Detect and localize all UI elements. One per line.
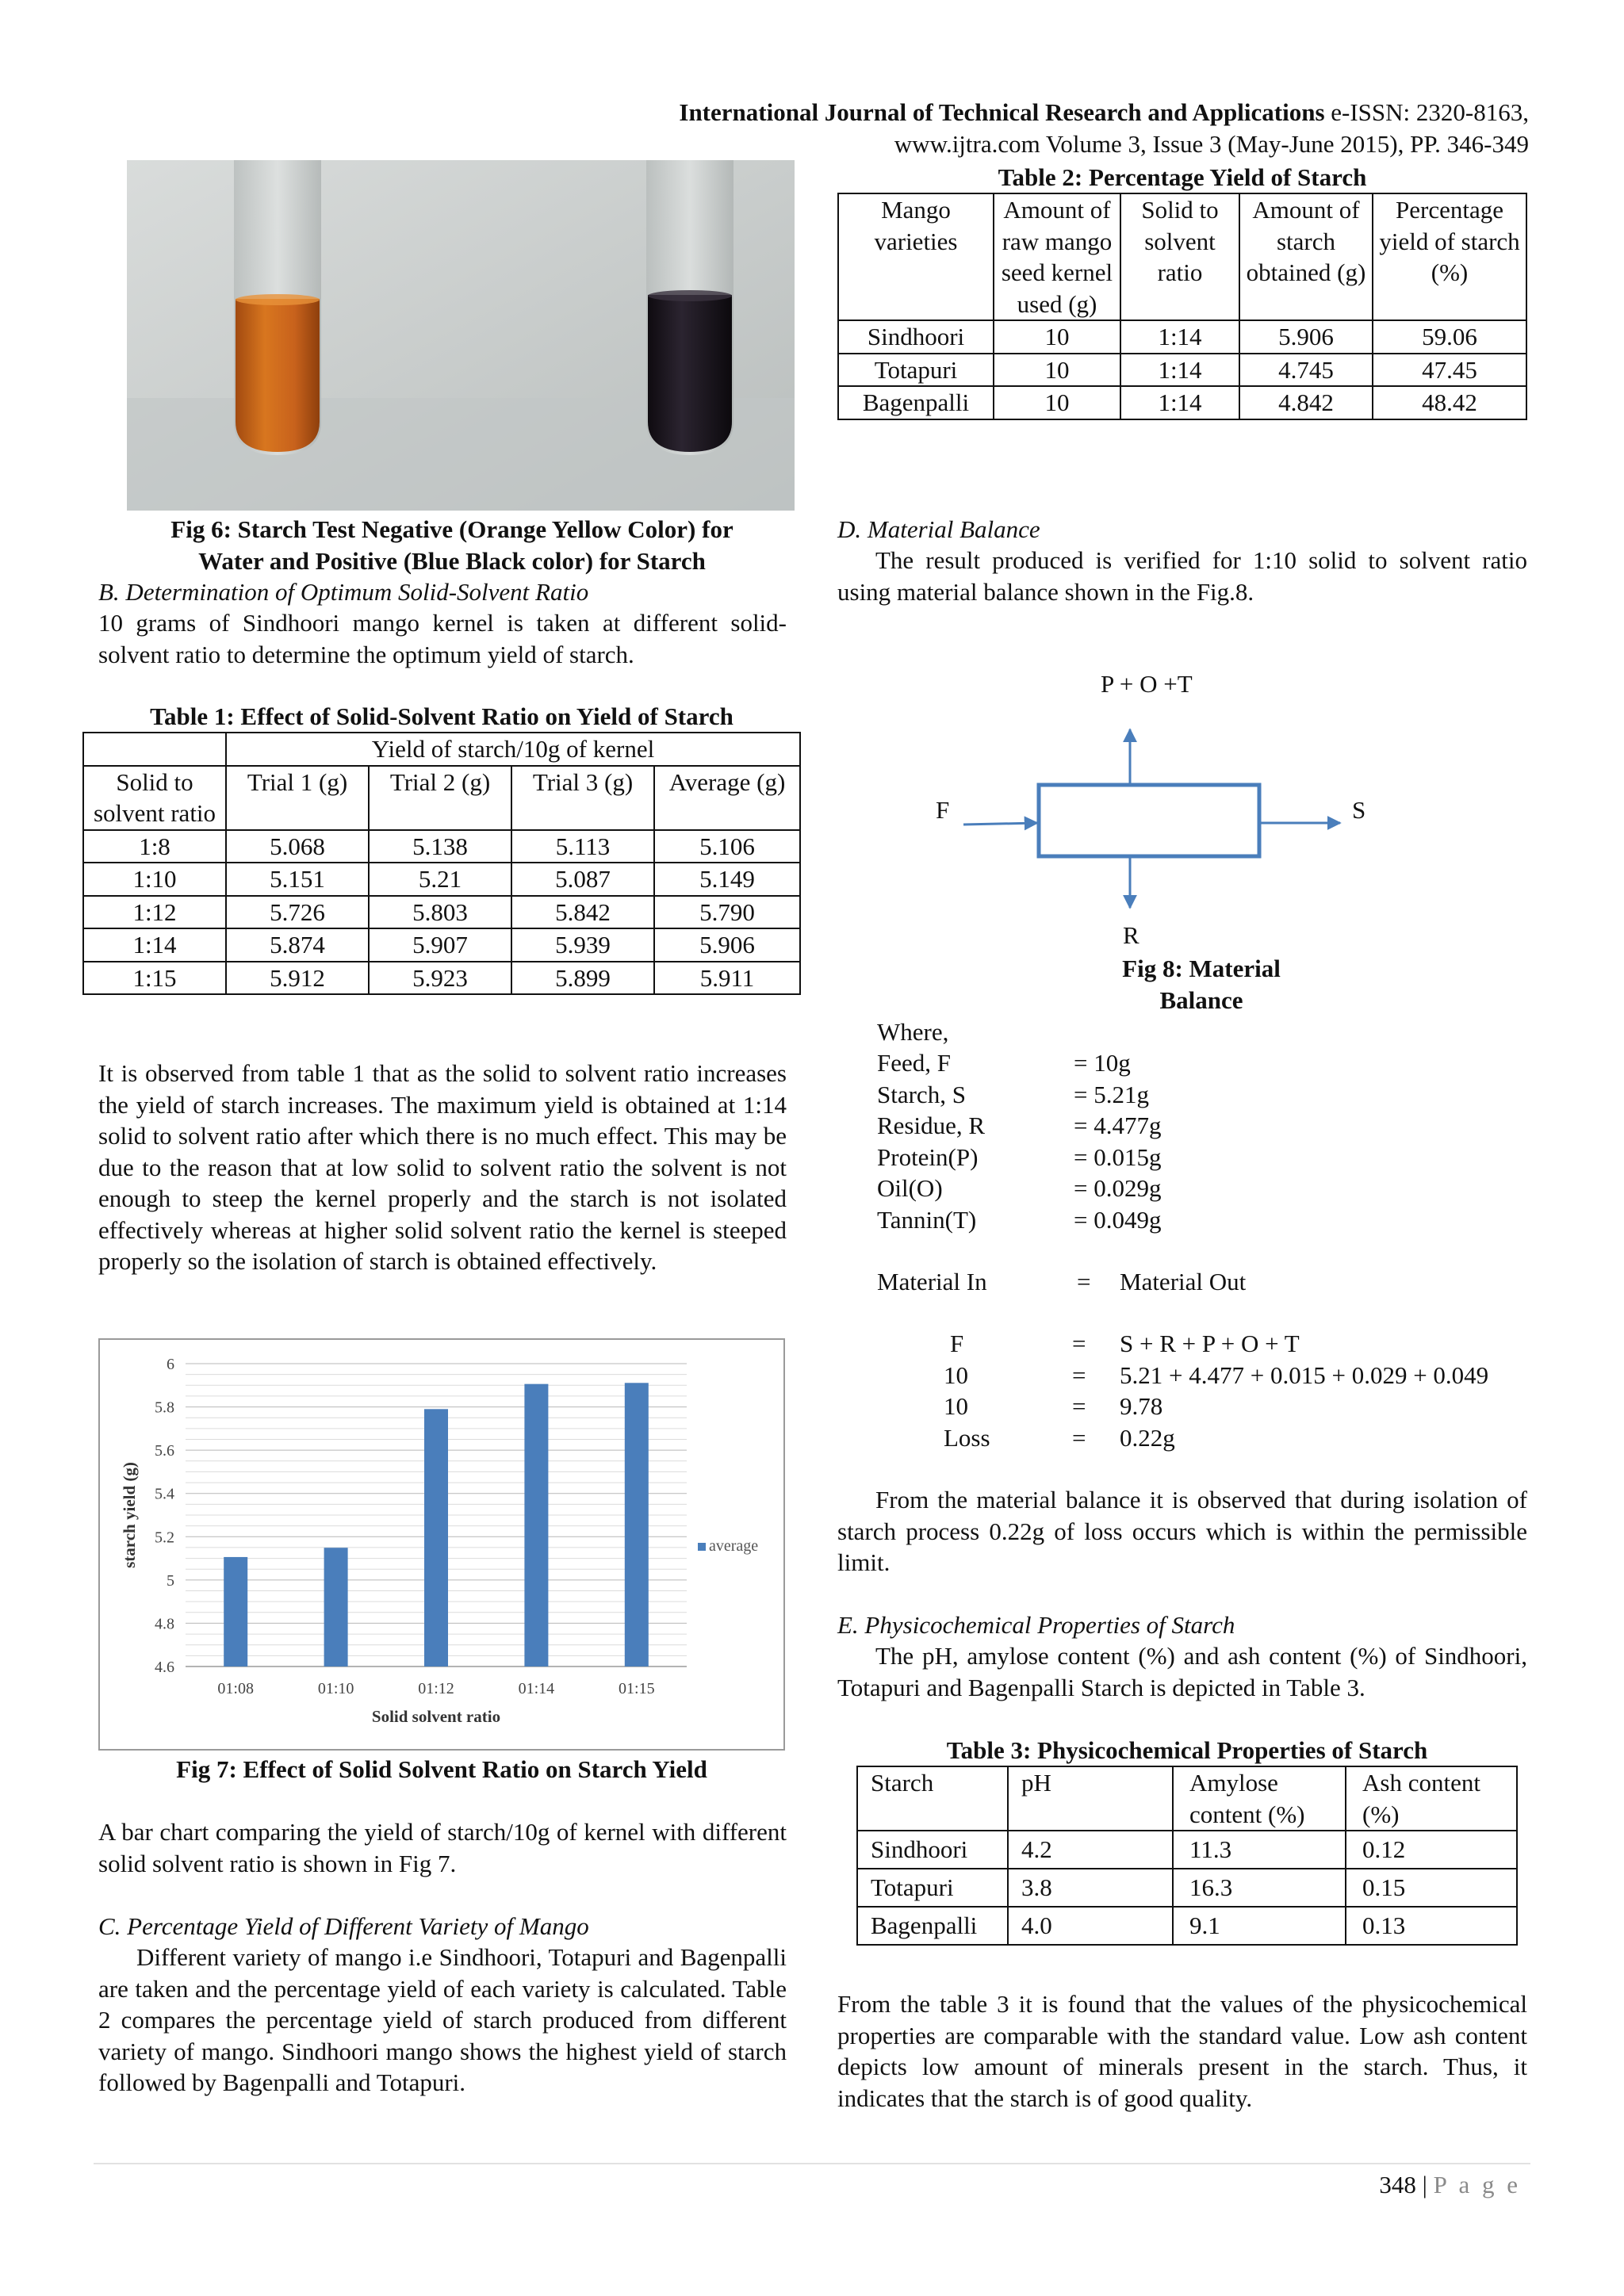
table-cell: 10	[994, 354, 1120, 387]
process-box	[1039, 785, 1259, 856]
table-cell: 5.911	[654, 962, 800, 995]
list-item	[877, 1173, 1274, 1204]
table-cell: 16.3	[1173, 1869, 1346, 1907]
test-tubes-image	[127, 160, 795, 511]
fig8-diagram	[920, 666, 1396, 951]
list-item	[877, 1422, 1527, 1454]
table-row	[838, 386, 1526, 419]
y-tick-label: 5.6	[155, 1442, 174, 1460]
table3	[856, 1766, 1518, 1946]
label-feed: F	[936, 796, 950, 824]
table1-group-header: Yield of starch/10g of kernel	[226, 733, 800, 766]
y-tick-label: 5.4	[155, 1485, 174, 1503]
table-row	[838, 354, 1526, 387]
material-balance-diagram	[920, 666, 1396, 951]
where-label: Protein(P)	[877, 1142, 979, 1171]
table-cell: Sindhoori	[838, 320, 994, 354]
where-value: = 0.049g	[1074, 1205, 1162, 1234]
table-cell: 5.907	[369, 928, 511, 962]
material-equation	[877, 1266, 1527, 1298]
table-cell: 9.1	[1173, 1907, 1346, 1945]
where-label: Residue, R	[877, 1112, 986, 1139]
table-cell: 1:14	[1120, 320, 1239, 354]
label-poT: P + O +T	[1101, 670, 1193, 698]
where-title: Where,	[877, 1018, 949, 1046]
table2-header-cell: Amount of raw mango seed kernel used (g)	[994, 193, 1120, 320]
fig6-photo	[127, 160, 795, 511]
where-value: = 10g	[1074, 1049, 1131, 1077]
table-cell: 10	[994, 386, 1120, 419]
table-cell: Sindhoori	[857, 1831, 1008, 1869]
balance-left: Loss	[944, 1423, 990, 1452]
journal-header-line1	[679, 97, 1529, 128]
table-cell: 5.912	[226, 962, 369, 995]
journal-issn: e-ISSN: 2320-8163,	[1324, 98, 1529, 126]
x-tick-label: 01:15	[619, 1680, 655, 1697]
table-cell: 4.2	[1008, 1831, 1173, 1869]
y-tick-label: 4.6	[155, 1659, 174, 1676]
table-cell: 1:14	[1120, 354, 1239, 387]
balance-left: 10	[944, 1360, 968, 1389]
where-label: Starch, S	[877, 1080, 966, 1108]
journal-name: International Journal of Technical Research and Applications	[679, 98, 1325, 126]
section-b-heading: B. Determination of Optimum Solid-Solvent Ratio	[98, 578, 589, 606]
table1-header-cell: Trial 3 (g)	[511, 766, 654, 830]
section-c-heading: C. Percentage Yield of Different Variety of Mango	[98, 1912, 589, 1940]
table-cell: 1:14	[1120, 386, 1239, 419]
table-cell: 5.899	[511, 962, 654, 995]
equals-sign: =	[1072, 1330, 1086, 1357]
table-cell: 3.8	[1008, 1869, 1173, 1907]
where-label: Tannin(T)	[877, 1205, 977, 1234]
table-cell: 5.923	[369, 962, 511, 995]
table3-header-cell: pH	[1008, 1766, 1173, 1831]
balance-left: 10	[944, 1392, 968, 1420]
y-tick-label: 6	[167, 1356, 174, 1373]
table-cell: 4.0	[1008, 1907, 1173, 1945]
where-value: = 0.029g	[1074, 1174, 1162, 1202]
table2-header-cell: Amount of starch obtained (g)	[1239, 193, 1373, 320]
table-row	[83, 962, 800, 995]
fig7-caption: Fig 7: Effect of Solid Solvent Ratio on Starch Yield	[176, 1755, 707, 1783]
paragraph-material-balance: From the material balance it is observed that during isolation of starch process 0.22g of loss occurs which is within the permissible limit.	[837, 1486, 1527, 1576]
table3-header-cell: Amylose content (%)	[1173, 1766, 1346, 1831]
equals-sign: =	[1072, 1360, 1086, 1389]
equals-sign: =	[1072, 1423, 1086, 1452]
fig6-caption: Fig 6: Starch Test Negative (Orange Yellow Color) for Water and Positive (Blue Black color) for Starch	[170, 515, 733, 575]
section-e-text: The pH, amylose content (%) and ash content (%) of Sindhoori, Totapuri and Bagenpalli Starch is depicted in Table 3.	[837, 1642, 1527, 1701]
table-cell: 11.3	[1173, 1831, 1346, 1869]
table-cell: 0.13	[1346, 1907, 1517, 1945]
table1-header-cell: Trial 1 (g)	[226, 766, 369, 830]
table2-title: Table 2: Percentage Yield of Starch	[998, 163, 1367, 191]
bar	[224, 1557, 247, 1667]
table2	[837, 193, 1527, 420]
list-item	[877, 1079, 1274, 1111]
table-cell: 5.138	[369, 830, 511, 863]
paragraph-bar-chart: A bar chart comparing the yield of starch/10g of kernel with different solid solvent ratio is shown in Fig 7.	[98, 1818, 787, 1877]
x-tick-label: 01:08	[217, 1680, 254, 1697]
section-d-text: The result produced is verified for 1:10 solid to solvent ratio using material balance shown in the Fig.8.	[837, 546, 1527, 606]
table-row	[83, 863, 800, 896]
where-value: = 0.015g	[1074, 1142, 1162, 1171]
list-item	[877, 1204, 1274, 1236]
table-cell: 1:12	[83, 896, 226, 929]
page-word: P a g e	[1433, 2171, 1521, 2198]
where-value: = 4.477g	[1074, 1112, 1162, 1139]
fig7-chart-frame	[98, 1338, 785, 1751]
table-cell: 5.113	[511, 830, 654, 863]
list-item	[877, 1110, 1274, 1142]
table-cell: 5.149	[654, 863, 800, 896]
y-tick-label: 5	[167, 1571, 174, 1590]
where-value: = 5.21g	[1074, 1080, 1149, 1108]
paragraph-observation: It is observed from table 1 that as the solid to solvent ratio increases the yield of starch increases. The maximum yield is obtained at 1:14 solid to solvent ratio after which there is no much effect. This may be due to the reason that at low solid to solvent ratio the solvent is not enough to steep the kernel properly and the starch is not isolated effectively whereas at higher solid solvent ratio the kernel is steeped properly so the isolation of starch is obtained effectively.	[98, 1059, 787, 1275]
table-row	[857, 1869, 1517, 1907]
arrow-feed	[963, 823, 1037, 825]
material-out-label: Material Out	[1120, 1268, 1247, 1295]
table-cell: Totapuri	[857, 1869, 1008, 1907]
table1	[82, 732, 801, 995]
y-tick-label: 5.8	[155, 1399, 174, 1417]
legend-swatch	[698, 1543, 706, 1551]
table-cell: 5.106	[654, 830, 800, 863]
table-cell: 5.874	[226, 928, 369, 962]
balance-right: 0.22g	[1120, 1423, 1175, 1452]
table-cell: 47.45	[1373, 354, 1526, 387]
table-cell: 5.726	[226, 896, 369, 929]
list-item	[877, 1047, 1274, 1079]
table-cell: 1:14	[83, 928, 226, 962]
where-label: Oil(O)	[877, 1174, 943, 1202]
table3-header-cell: Ash content (%)	[1346, 1766, 1517, 1831]
table1-header-cell: Solid to solvent ratio	[83, 766, 226, 830]
table-cell: Totapuri	[838, 354, 994, 387]
balance-right: S + R + P + O + T	[1120, 1330, 1300, 1357]
y-tick-label: 4.8	[155, 1615, 174, 1633]
table-row	[857, 1831, 1517, 1869]
table-cell: 5.906	[654, 928, 800, 962]
section-c-text: Different variety of mango i.e Sindhoori, Totapuri and Bagenpalli are taken and the percentage yield of each variety is calculated. Table 2 compares the percentage yield of starch produced from different variety of mango. Sindhoori mango shows the highest yield of starch followed by Bagenpalli and Totapuri.	[98, 1943, 787, 2096]
table-cell: 5.906	[1239, 320, 1373, 354]
label-starch: S	[1352, 796, 1366, 824]
y-tick-label: 5.2	[155, 1529, 174, 1547]
balance-left: F	[950, 1330, 964, 1357]
table-cell: 5.087	[511, 863, 654, 896]
table-row	[83, 896, 800, 929]
table-cell: 5.21	[369, 863, 511, 896]
table-cell: 1:8	[83, 830, 226, 863]
paragraph-conclusion: From the table 3 it is found that the values of the physicochemical properties are comparable with the standard value. Low ash content depicts low amount of minerals present in the starch. Thus, it indicates that the starch is of good quality.	[837, 1990, 1527, 2112]
section-d-heading: D. Material Balance	[837, 515, 1040, 543]
table-cell: 5.068	[226, 830, 369, 863]
table3-header-cell: Starch	[857, 1766, 1008, 1831]
orange-liquid	[236, 299, 320, 452]
table2-header-cell: Percentage yield of starch (%)	[1373, 193, 1526, 320]
legend-label: average	[709, 1537, 759, 1555]
x-tick-label: 01:10	[317, 1680, 354, 1697]
table-cell: 5.842	[511, 896, 654, 929]
table-cell: 5.151	[226, 863, 369, 896]
bar-chart	[100, 1340, 783, 1749]
table-cell: 59.06	[1373, 320, 1526, 354]
table1-header-cell: Average (g)	[654, 766, 800, 830]
table-cell: 1:10	[83, 863, 226, 896]
table-cell: Bagenpalli	[838, 386, 994, 419]
page-number: 348	[1379, 2171, 1416, 2198]
footer-divider	[94, 2163, 1530, 2164]
section-e-heading: E. Physicochemical Properties of Starch	[837, 1611, 1235, 1639]
x-axis-label: Solid solvent ratio	[371, 1707, 501, 1726]
section-b-text: 10 grams of Sindhoori mango kernel is taken at different solid-solvent ratio to determine the optimum yield of starch.	[98, 609, 787, 668]
table1-header-cell: Trial 2 (g)	[369, 766, 511, 830]
table-cell: 0.12	[1346, 1831, 1517, 1869]
table-cell: Bagenpalli	[857, 1907, 1008, 1945]
label-residue: R	[1123, 921, 1139, 949]
table-cell: 4.842	[1239, 386, 1373, 419]
table-row	[857, 1907, 1517, 1945]
table-cell: 0.15	[1346, 1869, 1517, 1907]
where-list	[877, 1047, 1274, 1235]
blue-black-liquid	[648, 295, 732, 452]
table2-header-cell: Solid to solvent ratio	[1120, 193, 1239, 320]
bar	[424, 1409, 448, 1667]
y-axis-label: starch yield (g)	[120, 1462, 139, 1568]
balance-right: 5.21 + 4.477 + 0.015 + 0.029 + 0.049	[1120, 1360, 1489, 1389]
table1-title: Table 1: Effect of Solid-Solvent Ratio on Yield of Starch	[150, 702, 733, 730]
bar	[625, 1383, 649, 1667]
table-cell: 4.745	[1239, 354, 1373, 387]
x-tick-label: 01:14	[518, 1680, 555, 1697]
fig8-caption: Fig 8: Material Balance	[1122, 955, 1281, 1014]
table3-title: Table 3: Physicochemical Properties of Starch	[946, 1736, 1428, 1764]
journal-header-line2: www.ijtra.com Volume 3, Issue 3 (May-June 2015), PP. 346-349	[894, 130, 1529, 158]
table-cell: 5.790	[654, 896, 800, 929]
list-item	[877, 1391, 1527, 1422]
table-cell: 10	[994, 320, 1120, 354]
list-item	[877, 1360, 1527, 1391]
table-cell: 5.803	[369, 896, 511, 929]
table-cell: 1:15	[83, 962, 226, 995]
equals-sign: =	[1077, 1268, 1091, 1295]
equals-sign: =	[1072, 1392, 1086, 1420]
material-in-label: Material In	[877, 1268, 987, 1295]
table-row	[83, 830, 800, 863]
table-row	[838, 320, 1526, 354]
bar	[524, 1384, 548, 1667]
table2-header-cell: Mango varieties	[838, 193, 994, 320]
page-separator: |	[1415, 2171, 1434, 2198]
list-item	[877, 1328, 1527, 1360]
table-row	[83, 928, 800, 962]
bar	[324, 1548, 348, 1667]
x-tick-label: 01:12	[418, 1680, 454, 1697]
balance-right: 9.78	[1120, 1392, 1163, 1420]
balance-rows	[877, 1328, 1527, 1453]
table-cell: 48.42	[1373, 386, 1526, 419]
table-cell: 5.939	[511, 928, 654, 962]
where-label: Feed, F	[877, 1049, 951, 1077]
list-item	[877, 1142, 1274, 1173]
page-footer	[1379, 2169, 1521, 2201]
